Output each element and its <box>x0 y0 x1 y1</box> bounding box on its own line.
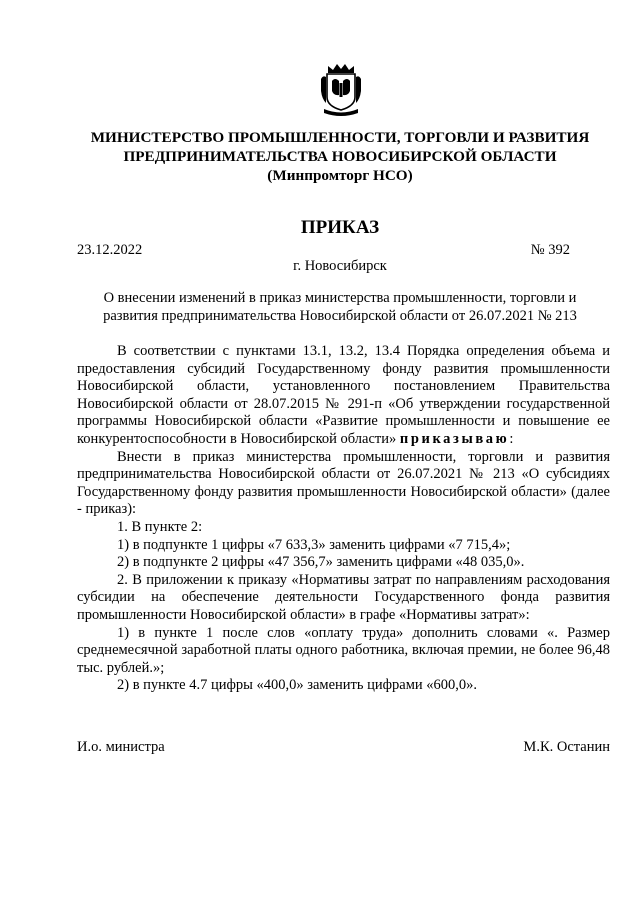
subject-line-2: развития предпринимательства Новосибирской области от 26.07.2021 № 213 <box>103 307 577 324</box>
order-keyword: приказываю <box>399 430 510 447</box>
paragraph-basis <box>77 343 610 449</box>
coat-of-arms-icon <box>319 63 363 117</box>
ministry-line-1: МИНИСТЕРСТВО ПРОМЫШЛЕННОСТИ, ТОРГОВЛИ И РАЗВИТИЯ <box>90 129 590 146</box>
paragraph-amend: Внести в приказ министерства промышленности, торговли и развития предпринимательства Новосибирской области от 26.07.2021 № 213 «О субсидиях Государственному фонду развития промышленности Новосибирской области» (далее - приказ): <box>77 448 610 518</box>
order-body <box>77 343 610 695</box>
basis-text: В соответствии с пунктами 13.1, 13.2, 13.4 Порядка определения объема и предоставления субсидий Государственному фонду развития промышленности Новосибирской области, установленного постановлением Правительства Новосибирской области от 28.07.2015 № 291-п «Об утверждении государственной программы Новосибирской области «Развитие промышленности и повышение ее конкурентоспособности в Новосибирской области» <box>77 343 610 447</box>
signatory-position: И.о. министра <box>77 739 165 755</box>
signatory-name: М.К. Останин <box>523 739 610 755</box>
paragraph-subitem-2-2: 2) в пункте 4.7 цифры «400,0» заменить цифрами «600,0». <box>117 677 478 694</box>
subject-line-1: О внесении изменений в приказ министерства промышленности, торговли и <box>103 290 577 306</box>
paragraph-subitem-2-1: 1) в пункте 1 после слов «оплату труда» дополнить словами «. Размер среднемесячной заработной платы одного работника, включая премии, не более 96,48 тыс. рублей.»; <box>77 624 610 676</box>
paragraph-item-2: 2. В приложении к приказу «Нормативы затрат по направлениям расходования субсидии на обеспечение деятельности Государственного фонда развития промышленности Новосибирской области» в графе «Нормативы затрат»: <box>77 571 610 623</box>
order-date: 23.12.2022 <box>77 242 143 258</box>
paragraph-item-1: 1. В пункте 2: <box>117 518 203 535</box>
paragraph-subitem-1-1: 1) в подпункте 1 цифры «7 633,3» заменить цифрами «7 715,4»; <box>117 536 511 553</box>
paragraph-subitem-1-2: 2) в подпункте 2 цифры «47 356,7» заменить цифрами «48 035,0». <box>117 554 525 571</box>
document-title: ПРИКАЗ <box>300 217 380 238</box>
ministry-abbreviation: (Минпромторг НСО) <box>267 167 413 184</box>
order-number: № 392 <box>530 242 570 258</box>
ministry-name <box>60 128 620 185</box>
basis-colon: : <box>509 430 514 447</box>
order-city: г. Новосибирск <box>293 258 387 274</box>
order-subject <box>60 290 620 325</box>
ministry-line-2: ПРЕДПРИНИМАТЕЛЬСТВА НОВОСИБИРСКОЙ ОБЛАСТИ <box>123 148 557 165</box>
